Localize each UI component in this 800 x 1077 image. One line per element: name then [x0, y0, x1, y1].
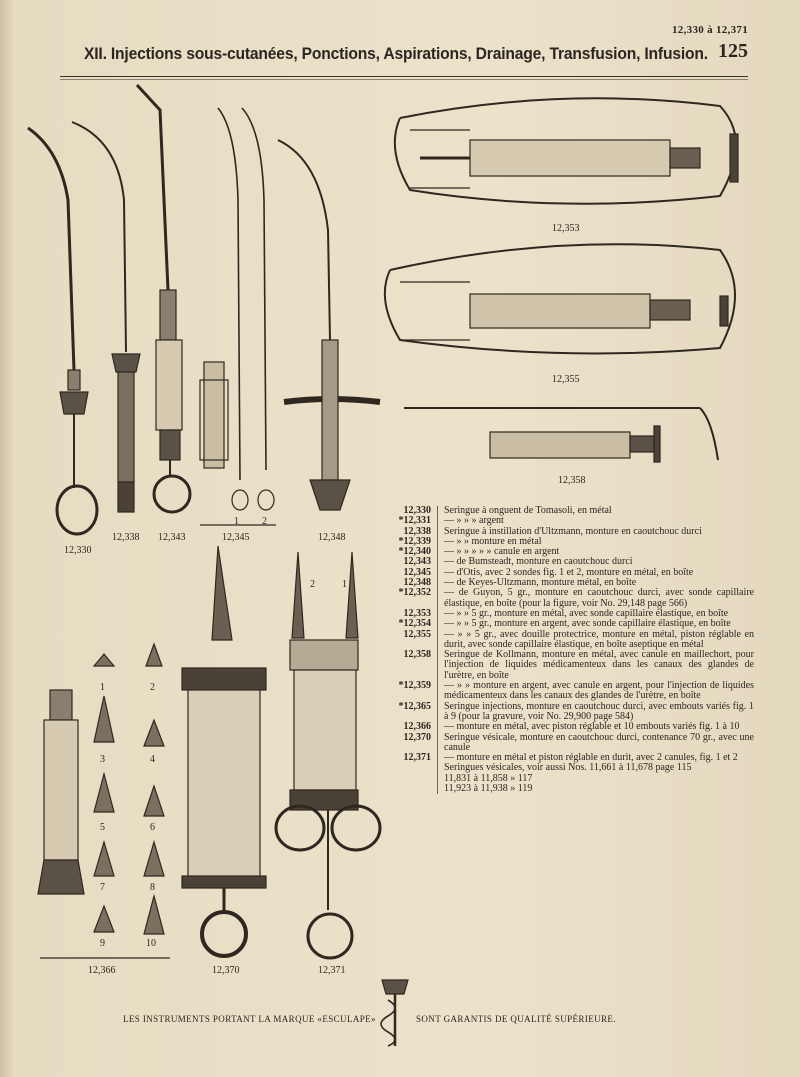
catalog-description: — » » 5 gr., monture en métal, avec sonde capillaire élastique, en boîte	[444, 607, 729, 619]
catalog-description: Seringues vésicales, voir aussi Nos. 11,661 à 11,678 page 115	[444, 762, 692, 774]
catalog-list	[384, 506, 754, 794]
catalog-row	[384, 537, 754, 547]
catalog-number: 12,353	[384, 609, 438, 619]
catalog-number	[384, 774, 438, 784]
catalog-number	[384, 784, 438, 794]
figure-label-12370: 12,370	[212, 965, 240, 976]
tip-label-4: 4	[150, 754, 155, 765]
syringe-12353-drawing	[395, 98, 738, 203]
catalog-number: *12,365	[384, 702, 438, 723]
catalog-description: — » » » argent	[444, 515, 504, 527]
catalog-number: 12,338	[384, 527, 438, 537]
tip-label-3: 3	[100, 754, 105, 765]
syringe-12358-drawing	[404, 408, 718, 462]
catalog-description: Seringue à instillation d'Ultzmann, monture en caoutchouc durci	[444, 525, 702, 537]
catalog-description: — » » 5 gr., monture en argent, avec sonde capillaire élastique, en boîte	[444, 618, 731, 630]
catalog-row	[384, 733, 754, 754]
tip-label-9: 9	[100, 938, 105, 949]
catalog-description: — de Bumsteadt, monture en caoutchouc durci	[444, 556, 633, 568]
syringe-12355-drawing	[385, 244, 735, 353]
catalog-description: — » » 5 gr., avec douille protectrice, monture en métal, piston réglable en durit, avec sonde capillaire élastique, en boîte aseptique en métal	[444, 628, 754, 650]
catalog-row	[384, 722, 754, 732]
catalog-number: *12,359	[384, 681, 438, 702]
catalog-number: 12,345	[384, 568, 438, 578]
figure-label-12345: 12,345	[222, 532, 250, 543]
catalog-row	[384, 650, 754, 681]
catalog-row	[384, 774, 754, 784]
catalog-description: — de Keyes-Ultzmann, monture métal, en boîte	[444, 577, 637, 589]
figure-sub-label-2: 2	[262, 516, 267, 527]
catalog-number: *12,340	[384, 547, 438, 557]
catalog-row	[384, 588, 754, 609]
catalog-number: 12,371	[384, 753, 438, 763]
catalog-description: — » » monture en métal	[444, 535, 542, 547]
syringe-12348-drawing	[278, 140, 380, 510]
tip-label-2: 2	[150, 682, 155, 693]
figure-label-12353: 12,353	[552, 223, 580, 234]
catalog-description: — monture en métal, avec piston réglable et 10 embouts variés fig. 1 à 10	[444, 721, 740, 733]
cannula-label-2: 2	[310, 579, 315, 590]
catalog-row	[384, 681, 754, 702]
tip-label-5: 5	[100, 822, 105, 833]
figure-sub-label-1: 1	[234, 516, 239, 527]
catalog-row	[384, 527, 754, 537]
catalog-description: — » » monture en argent, avec canule en argent, pour l'injection de liquides médicamenteux dans les canaux des glandes de l'urètre, en boîte	[444, 680, 754, 702]
catalog-number: 12,343	[384, 557, 438, 567]
catalog-row	[384, 630, 754, 651]
catalog-number: 12,366	[384, 722, 438, 732]
catalog-description: Seringue injections, monture en caoutchouc durci, avec embouts variés fig. 1 à 9 (pour la gravure, voir No. 29,900 page 584)	[444, 700, 754, 722]
syringe-12370-drawing	[182, 546, 266, 956]
cannula-label-1: 1	[342, 579, 347, 590]
catalog-number: 12,358	[384, 650, 438, 681]
tip-label-6: 6	[150, 822, 155, 833]
catalog-row	[384, 763, 754, 773]
catalog-number: 12,348	[384, 578, 438, 588]
footer-left: LES INSTRUMENTS PORTANT LA MARQUE «ESCULAPE»	[123, 1014, 376, 1024]
catalog-number: 12,355	[384, 630, 438, 651]
catalog-number	[384, 763, 438, 773]
catalog-row	[384, 702, 754, 723]
catalog-number: *12,339	[384, 537, 438, 547]
catalog-description: — de Guyon, 5 gr., monture en caoutchouc durci, avec sonde capillaire élastique, en boîte (pour la figure, voir No. 29,148 page 566)	[444, 587, 754, 609]
catalog-row	[384, 784, 754, 794]
catalog-number: 12,370	[384, 733, 438, 754]
figure-label-12348: 12,348	[318, 532, 346, 543]
tip-label-7: 7	[100, 882, 105, 893]
esculape-logo	[381, 980, 408, 1046]
syringe-12343-drawing	[137, 85, 190, 512]
catalog-description: 11,831 à 11,858 » 117	[444, 772, 533, 784]
syringe-12371-drawing	[276, 552, 380, 958]
catalog-description: Seringue à onguent de Tomasoli, en métal	[444, 505, 612, 516]
figure-label-12338: 12,338	[112, 532, 140, 543]
catalog-number: *12,354	[384, 619, 438, 629]
catalog-number: *12,331	[384, 516, 438, 526]
page-range: 12,330 à 12,371	[672, 24, 748, 36]
figure-label-12358: 12,358	[558, 475, 586, 486]
syringe-12345-drawing	[200, 108, 276, 525]
catalog-description: Seringue de Kollmann, monture en métal, avec canule en maillechort, pour l'injection de liquides médicamenteux dans les canaux des glandes de l'urètre, en boîte	[444, 649, 754, 681]
catalog-description: — d'Otis, avec 2 sondes fig. 1 et 2, monture en métal, en boîte	[444, 566, 694, 578]
footer-right: SONT GARANTIS DE QUALITÉ SUPÉRIEURE.	[416, 1014, 616, 1024]
page-title: XII. Injections sous-cutanées, Ponctions, Aspirations, Drainage, Transfusion, Infusion.	[84, 44, 708, 63]
catalog-row	[384, 506, 754, 516]
figure-label-12355: 12,355	[552, 374, 580, 385]
catalog-number: *12,352	[384, 588, 438, 609]
catalog-description: 11,923 à 11,938 » 119	[444, 783, 533, 795]
catalog-description: Seringue vésicale, monture en caoutchouc durci, contenance 70 gr., avec une canule	[444, 731, 754, 753]
syringe-12330-drawing	[28, 128, 97, 534]
page-number: 125	[718, 40, 748, 62]
figure-label-12330: 12,330	[64, 545, 92, 556]
figure-label-12343: 12,343	[158, 532, 186, 543]
syringe-12338-drawing	[72, 122, 140, 512]
catalog-number: 12,330	[384, 506, 438, 516]
figure-label-12371: 12,371	[318, 965, 346, 976]
tip-label-10: 10	[146, 938, 156, 949]
tip-label-8: 8	[150, 882, 155, 893]
tip-label-1: 1	[100, 682, 105, 693]
catalog-description: — » » » » » canule en argent	[444, 546, 560, 558]
figure-label-12366: 12,366	[88, 965, 116, 976]
catalog-description: — monture en métal et piston réglable en durit, avec 2 canules, fig. 1 et 2	[444, 752, 738, 764]
